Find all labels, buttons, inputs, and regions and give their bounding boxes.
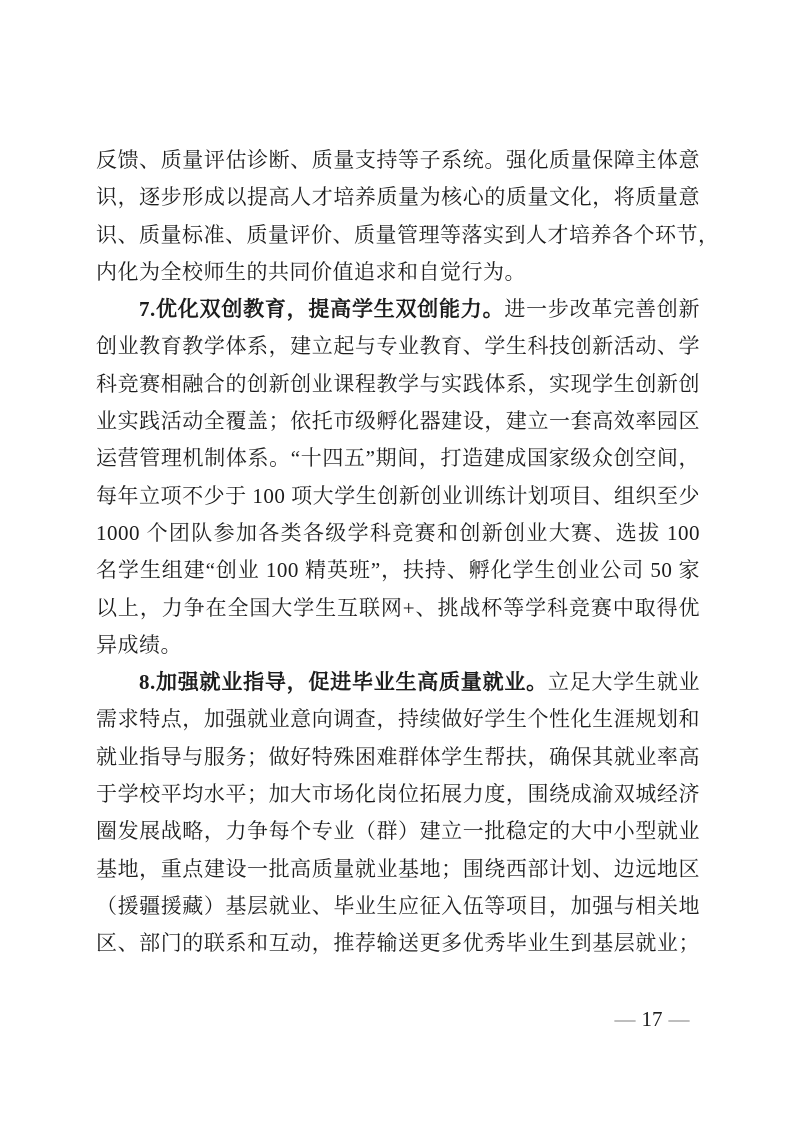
- text-line: 圈发展战略，力争每个专业（群）建立一批稳定的大中小型就业: [96, 819, 700, 844]
- text-line: 异成绩。: [96, 632, 182, 657]
- text-line: 于学校平均水平；加大市场化岗位拓展力度，围绕成渝双城经济: [96, 782, 700, 807]
- text-line: 就业指导与服务；做好特殊困难群体学生帮扶，确保其就业率高: [96, 744, 700, 769]
- text-line: （援疆援藏）基层就业、毕业生应征入伍等项目，加强与相关地: [96, 893, 700, 918]
- text-line: 创业教育教学体系，建立起与专业教育、学生科技创新活动、学: [96, 334, 700, 359]
- section-heading-8: 8.加强就业指导，促进毕业生高质量就业。: [139, 670, 548, 695]
- text-line: [96, 664, 700, 701]
- text-line: 需求特点，加强就业意向调查，持续做好学生个性化生涯规划和: [96, 707, 700, 732]
- text-line: 每年立项不少于 100 项大学生创新创业训练计划项目、组织至少: [96, 483, 700, 508]
- text-run: 立足大学生就业: [547, 670, 701, 695]
- text-line: 内化为全校师生的共同价值追求和自觉行为。: [96, 259, 526, 284]
- text-line: 运营管理机制体系。“十四五”期间，打造建成国家级众创空间，: [96, 446, 700, 471]
- page-number-value: 17: [641, 1007, 663, 1031]
- text-line: 科竞赛相融合的创新创业课程教学与实践体系，实现学生创新创: [96, 371, 700, 396]
- text-line: 识，逐步形成以提高人才培养质量为核心的质量文化，将质量意: [96, 185, 700, 210]
- text-line: [96, 291, 700, 328]
- body-text: [96, 142, 720, 963]
- page-number-left-dash: —: [614, 1007, 636, 1031]
- text-line: 识、质量标准、质量评价、质量管理等落实到人才培养各个环节，: [96, 222, 720, 247]
- page-number: [608, 1004, 696, 1034]
- text-run: 进一步改革完善创新: [504, 297, 701, 322]
- text-line: 基地，重点建设一批高质量就业基地；围绕西部计划、边远地区: [96, 856, 700, 881]
- text-line: 反馈、质量评估诊断、质量支持等子系统。强化质量保障主体意: [96, 148, 700, 172]
- text-line: 区、部门的联系和互动，推荐输送更多优秀毕业生到基层就业；: [96, 931, 700, 956]
- text-line: 以上，力争在全国大学生互联网+、挑战杯等学科竞赛中取得优: [96, 595, 700, 620]
- page-number-right-dash: —: [668, 1007, 690, 1031]
- section-heading-7: 7.优化双创教育，提高学生双创能力。: [139, 297, 505, 322]
- text-line: 1000 个团队参加各类各级学科竞赛和创新创业大赛、选拔 100: [96, 520, 700, 545]
- text-line: 业实践活动全覆盖；依托市级孵化器建设，建立一套高效率园区: [96, 409, 700, 434]
- text-line: 名学生组建“创业 100 精英班”，扶持、孵化学生创业公司 50 家: [96, 558, 700, 583]
